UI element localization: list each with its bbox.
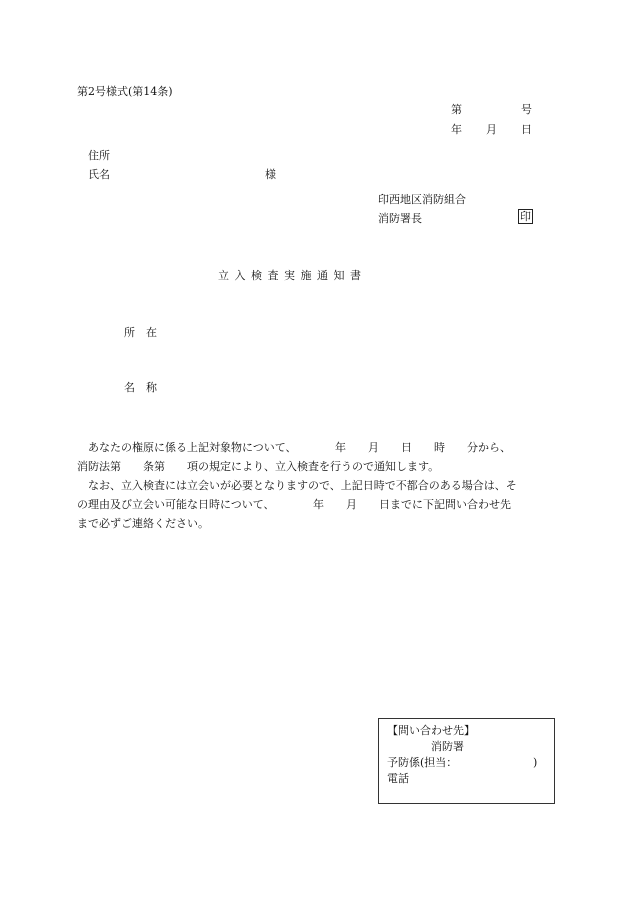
issuer-title: 消防署長 (378, 212, 422, 225)
location-label: 所 在 (124, 326, 157, 339)
date-day-label: 日 (521, 123, 532, 136)
notice-body-line: まで必ずご連絡ください。 (77, 517, 209, 530)
recipient-name-label: 氏名 (88, 168, 110, 181)
document-number-suffix: 号 (521, 103, 532, 116)
notice-body-line: なお、立入検査には立会いが必要となりますので、上記日時で不都合のある場合は、そ (77, 479, 517, 492)
notice-body-line: の理由及び立会い可能な日時について、 年 月 日までに下記問い合わせ先 (77, 498, 512, 511)
document-title: 立 入 検 査 実 施 通 知 書 (218, 269, 362, 282)
recipient-honorific: 様 (265, 168, 276, 181)
contact-person: 予防係(担当： (387, 756, 458, 769)
contact-heading: 【問い合わせ先】 (387, 724, 475, 737)
contact-department: 消防署 (431, 740, 464, 753)
contact-person-close: ) (533, 756, 538, 769)
date-year-label: 年 (451, 123, 462, 136)
form-number: 第2号様式(第14条) (77, 85, 173, 98)
recipient-address-label: 住所 (88, 149, 110, 162)
seal-mark: 印 (520, 210, 531, 223)
issuer-organization: 印西地区消防組合 (378, 193, 466, 206)
facility-name-label: 名 称 (124, 381, 157, 394)
notice-body-line: 消防法第 条第 項の規定により、立入検査を行うので通知します。 (77, 460, 440, 473)
contact-box (378, 718, 555, 804)
contact-phone: 電話 (387, 772, 409, 785)
notice-body-line: あなたの権原に係る上記対象物について、 年 月 日 時 分から、 (77, 441, 512, 454)
document-number-label: 第 (451, 103, 462, 116)
notice-body (77, 438, 562, 533)
date-month-label: 月 (486, 123, 497, 136)
